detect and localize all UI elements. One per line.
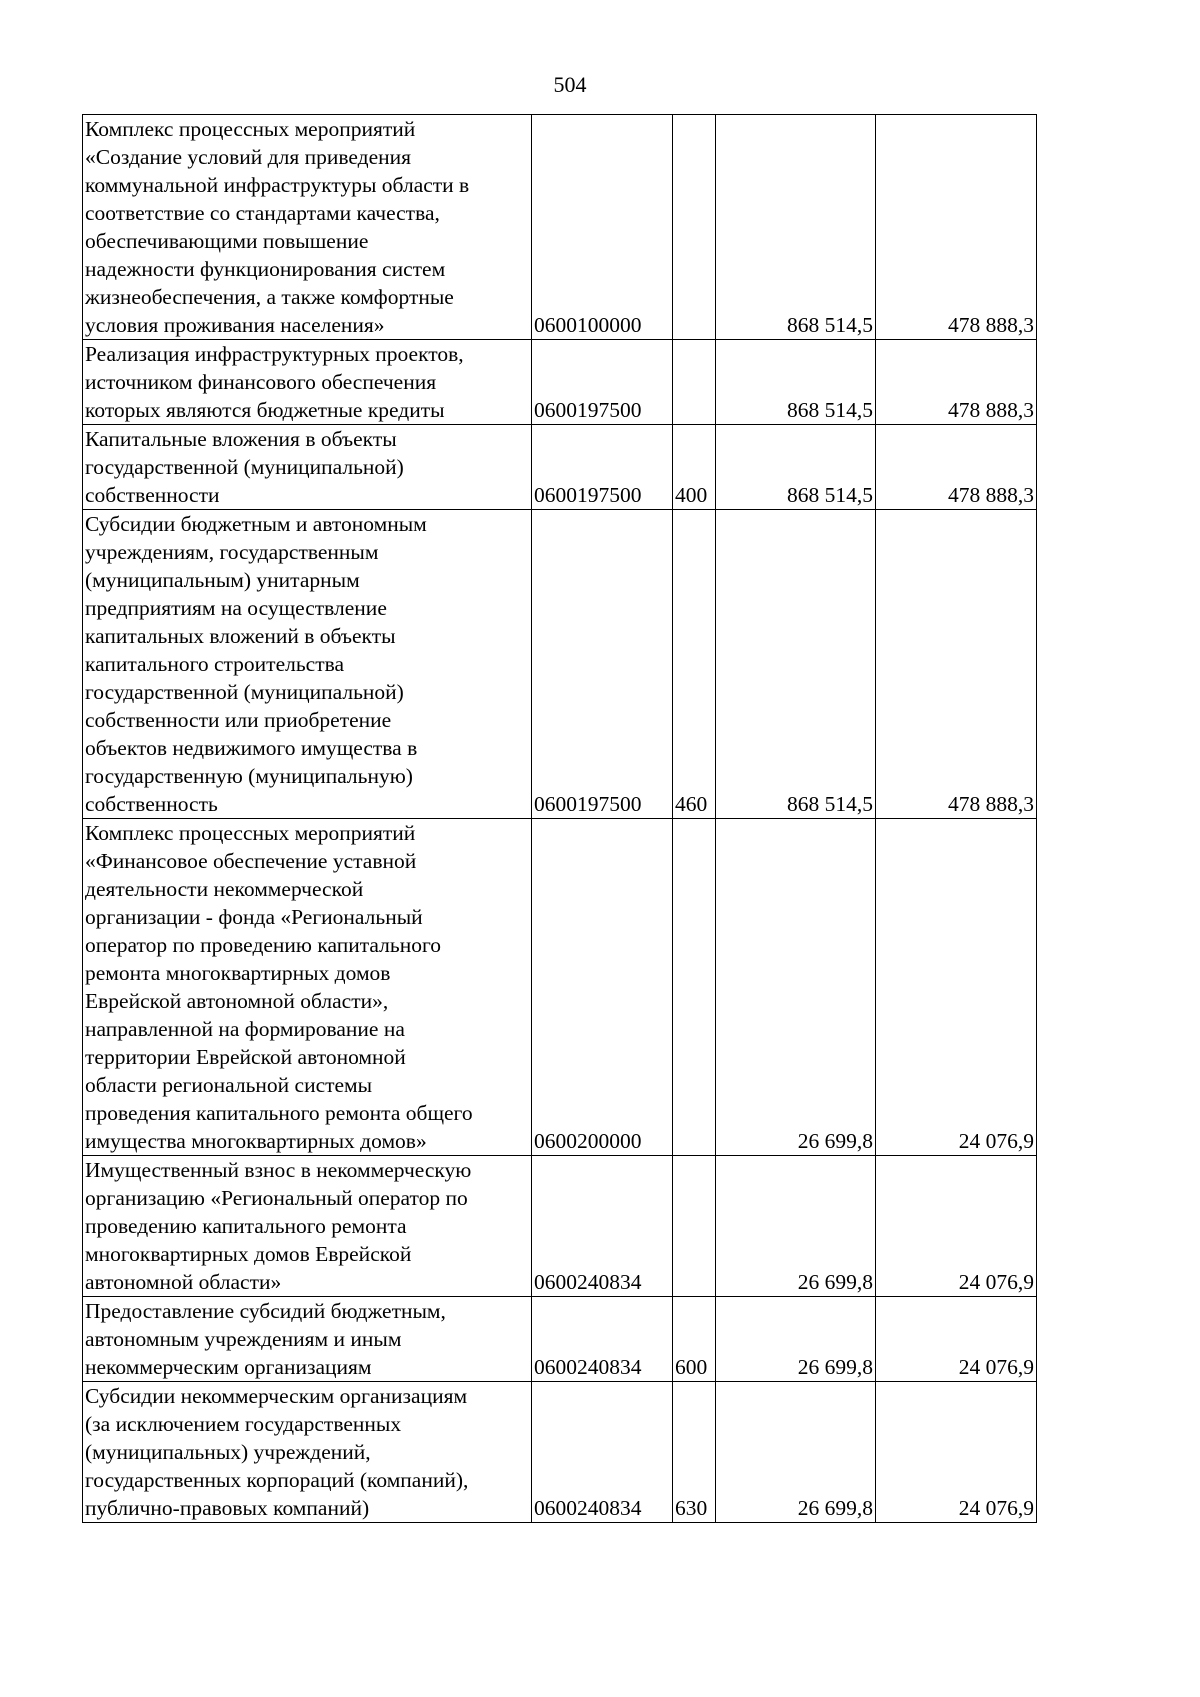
table-row [83, 425, 1037, 510]
row-amount-1-cell: 26 699,8 [716, 1297, 876, 1382]
row-amount-1-cell: 868 514,5 [716, 425, 876, 510]
row-amount-1-cell: 868 514,5 [716, 115, 876, 340]
row-amount-2-cell: 24 076,9 [876, 819, 1037, 1156]
row-expense-type-cell [673, 115, 716, 340]
row-name-cell: Субсидии некоммерческим организациям (за исключением государственных (муниципальных) учреждений, государственных корпораций (компаний), публично-правовых компаний) [83, 1382, 532, 1523]
row-code-cell: 0600100000 [532, 115, 673, 340]
row-code-cell: 0600197500 [532, 510, 673, 819]
row-amount-2-cell: 24 076,9 [876, 1297, 1037, 1382]
row-name-cell: Капитальные вложения в объекты государственной (муниципальной) собственности [83, 425, 532, 510]
row-expense-type-cell: 460 [673, 510, 716, 819]
table-row [83, 1382, 1037, 1523]
row-amount-1-cell: 868 514,5 [716, 340, 876, 425]
row-amount-2-cell: 478 888,3 [876, 115, 1037, 340]
row-name-cell: Имущественный взнос в некоммерческую организацию «Региональный оператор по проведению капитального ремонта многоквартирных домов Еврейской автономной области» [83, 1156, 532, 1297]
row-amount-2-cell: 478 888,3 [876, 425, 1037, 510]
budget-table-body [83, 115, 1037, 1523]
row-code-cell: 0600197500 [532, 340, 673, 425]
table-row [83, 819, 1037, 1156]
table-row [83, 115, 1037, 340]
row-code-cell: 0600200000 [532, 819, 673, 1156]
row-expense-type-cell [673, 1156, 716, 1297]
row-amount-1-cell: 26 699,8 [716, 819, 876, 1156]
row-name-cell: Комплекс процессных мероприятий «Финансовое обеспечение уставной деятельности некоммерческой организации - фонда «Региональный оператор по проведению капитального ремонта многоквартирных домов Еврейской автономной области», направленной на формирование на территории Еврейской автономной области региональной системы проведения капитального ремонта общего имущества многоквартирных домов» [83, 819, 532, 1156]
row-amount-2-cell: 478 888,3 [876, 340, 1037, 425]
row-expense-type-cell: 630 [673, 1382, 716, 1523]
row-name-cell: Комплекс процессных мероприятий «Создание условий для приведения коммунальной инфраструктуры области в соответствие со стандартами качества, обеспечивающими повышение надежности функционирования систем жизнеобеспечения, а также комфортные условия проживания населения» [83, 115, 532, 340]
budget-table [82, 114, 1037, 1523]
row-amount-1-cell: 868 514,5 [716, 510, 876, 819]
row-expense-type-cell: 600 [673, 1297, 716, 1382]
row-code-cell: 0600240834 [532, 1156, 673, 1297]
row-amount-2-cell: 24 076,9 [876, 1156, 1037, 1297]
row-amount-2-cell: 478 888,3 [876, 510, 1037, 819]
row-expense-type-cell [673, 340, 716, 425]
row-name-cell: Реализация инфраструктурных проектов, источником финансового обеспечения которых являются бюджетные кредиты [83, 340, 532, 425]
row-name-cell: Предоставление субсидий бюджетным, автономным учреждениям и иным некоммерческим организациям [83, 1297, 532, 1382]
row-amount-2-cell: 24 076,9 [876, 1382, 1037, 1523]
row-code-cell: 0600240834 [532, 1382, 673, 1523]
table-row [83, 510, 1037, 819]
row-code-cell: 0600197500 [532, 425, 673, 510]
row-expense-type-cell [673, 819, 716, 1156]
row-name-cell: Субсидии бюджетным и автономным учреждениям, государственным (муниципальным) унитарным предприятиям на осуществление капитальных вложений в объекты капитального строительства государственной (муниципальной) собственности или приобретение объектов недвижимого имущества в государственную (муниципальную) собственность [83, 510, 532, 819]
row-code-cell: 0600240834 [532, 1297, 673, 1382]
table-row [83, 1297, 1037, 1382]
row-amount-1-cell: 26 699,8 [716, 1382, 876, 1523]
page-number: 504 [553, 72, 587, 97]
table-row [83, 340, 1037, 425]
row-amount-1-cell: 26 699,8 [716, 1156, 876, 1297]
row-expense-type-cell: 400 [673, 425, 716, 510]
table-row [83, 1156, 1037, 1297]
